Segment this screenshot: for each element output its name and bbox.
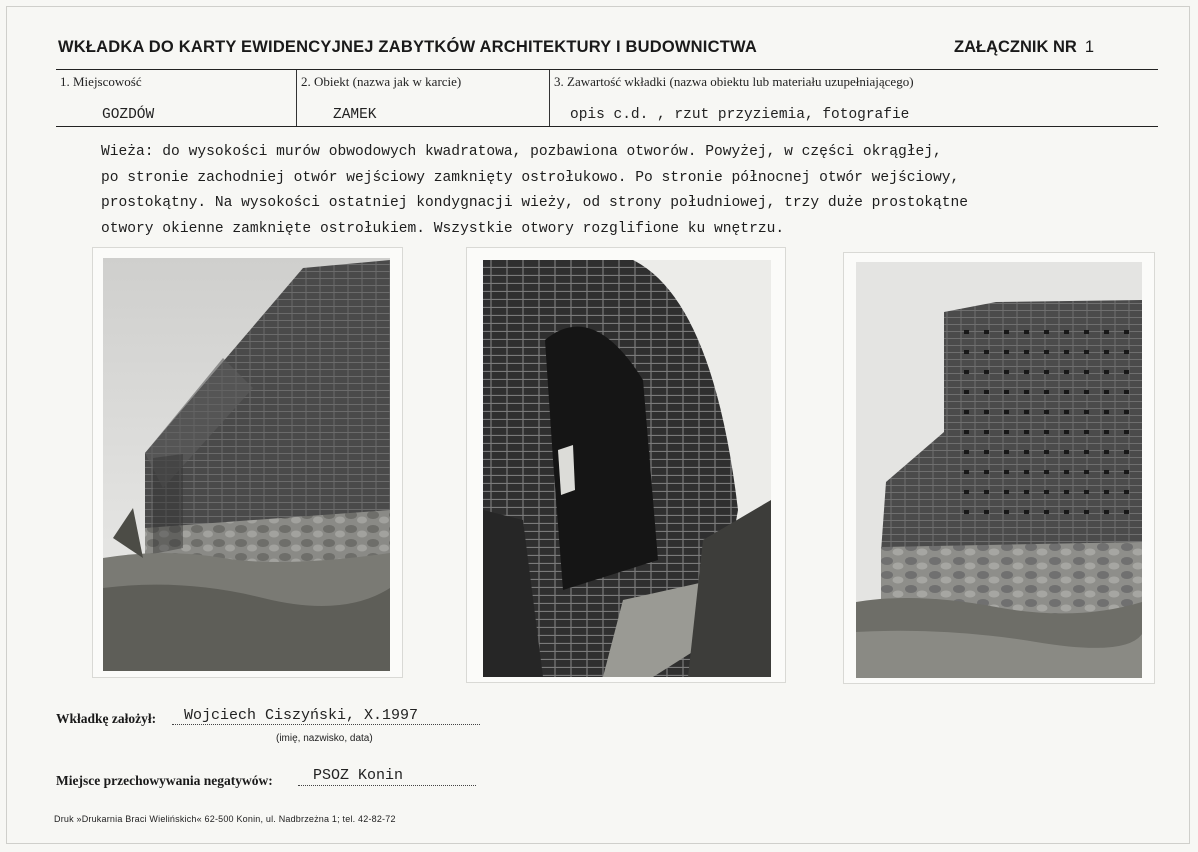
attachment-number-value: 1	[1084, 38, 1094, 56]
field-locality	[56, 70, 294, 126]
negatives-value: PSOZ Konin	[313, 767, 404, 784]
field-object-value: ZAMEK	[333, 107, 377, 123]
description-line: prostokątny. Na wysokości ostatniej kondygnacji wieży, od strony południowej, trzy duże prostokątne	[101, 195, 969, 211]
negatives-label: Miejsce przechowywania negatywów:	[56, 773, 273, 788]
description-line: po stronie zachodniej otwór wejściowy zamknięty ostrołukowo. Po stronie północnej otwór wejściowy,	[101, 169, 960, 186]
field-contents	[549, 70, 1159, 126]
author-label: Wkładkę założył:	[56, 711, 157, 726]
field-locality-value: GOZDÓW	[102, 107, 155, 123]
attachment-label: ZAŁĄCZNIK NR	[953, 38, 1077, 56]
description-line: Wieża: do wysokości murów obwodowych kwadratowa, pozbawiona otworów. Powyżej, w części okrągłej,	[101, 144, 942, 160]
photo-tower-square-image	[856, 262, 1142, 678]
printer-imprint: Druk »Drukarnia Braci Wielińskich« 62-500 Konin, ul. Nadbrzeżna 1; tel. 42-82-72	[54, 814, 396, 824]
photo-tower-arch-image	[483, 260, 771, 677]
attachment-number	[954, 38, 1094, 57]
author-hint: (imię, nazwisko, data)	[276, 733, 373, 744]
form-header-table	[56, 69, 1158, 127]
photo-tower-square	[843, 252, 1155, 684]
field-locality-label: 1. Miejscowość	[60, 74, 142, 89]
photo-curtain-wall	[92, 247, 403, 678]
form-title: WKŁADKA DO KARTY EWIDENCYJNEJ ZABYTKÓW ARCHITEKTURY I BUDOWNICTWA	[58, 38, 757, 56]
description-line: otwory okienne zamknięte ostrołukiem. Wszystkie otwory rozglifione ku wnętrzu.	[101, 220, 785, 237]
field-contents-value: opis c.d. , rzut przyziemia, fotografie	[570, 107, 910, 123]
author-dotted-line	[172, 724, 480, 725]
field-object	[296, 70, 549, 126]
field-contents-label: 3. Zawartość wkładki (nazwa obiektu lub materiału uzupełniającego)	[554, 74, 914, 89]
author-value: Wojciech Ciszyński, X.1997	[184, 707, 419, 724]
photo-curtain-wall-image	[103, 258, 390, 671]
field-object-label: 2. Obiekt (nazwa jak w karcie)	[301, 74, 462, 89]
photo-tower-arch	[466, 247, 786, 683]
description-text	[101, 140, 1111, 242]
negatives-dotted-line	[298, 785, 476, 786]
